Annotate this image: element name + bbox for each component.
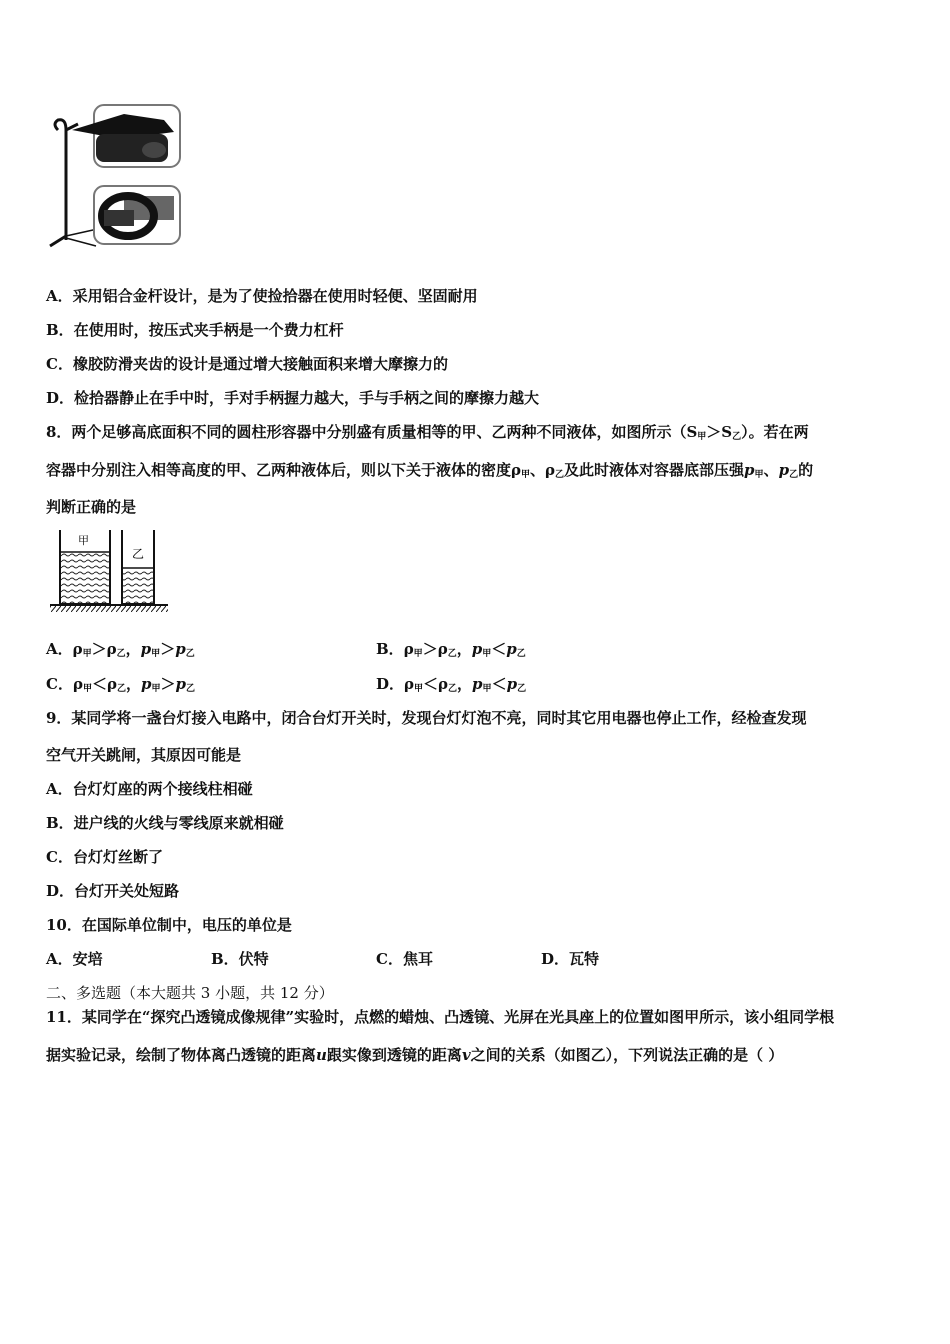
q8-stem-line3: 判断正确的是	[46, 498, 137, 516]
q11-text: 据实验记录，绘制了物体离凸透镜的距离	[46, 1046, 317, 1064]
opt-label: C．	[46, 675, 73, 693]
opt-sub: 乙	[448, 684, 458, 694]
opt-text: ＞	[91, 640, 107, 658]
q8-text: ＞S	[706, 423, 733, 441]
q11-stem-line2	[46, 1045, 783, 1065]
opt-sub: 乙	[447, 649, 457, 659]
q10-option-d: D．瓦特	[541, 950, 600, 968]
label-yi: 乙	[132, 547, 145, 561]
liquid-yi	[122, 568, 154, 604]
q8-sub: 乙	[555, 470, 565, 480]
opt-text: ，	[457, 675, 473, 693]
opt-text: ρ	[404, 675, 414, 693]
q9-stem-line2: 空气开关跳闸，其原因可能是	[46, 746, 242, 764]
opt-text: ρ	[106, 675, 117, 693]
q11-var-u: u	[316, 1046, 327, 1064]
opt-sub: 甲	[414, 684, 424, 694]
q8-option-c	[46, 674, 195, 699]
q9-option-a: A．台灯灯座的两个接线柱相碰	[46, 780, 253, 798]
q9-stem-line1: 9．某同学将一盏台灯接入电路中，闭合台灯开关时，发现台灯灯泡不亮，同时其它用电器也停止工作，经检查发现	[46, 709, 807, 727]
q10-stem: 10．在国际单位制中，电压的单位是	[46, 916, 292, 934]
q8-sub: 乙	[789, 470, 799, 480]
opt-sub: 甲	[82, 649, 92, 659]
picker-tool-figure	[44, 100, 186, 248]
opt-label: A．	[46, 640, 73, 658]
picker-handle-detail	[94, 186, 180, 244]
q7-option-b: B．在使用时，按压式夹手柄是一个费力杠杆	[46, 321, 344, 339]
opt-sub: 甲	[151, 649, 161, 659]
opt-text: p	[471, 640, 483, 658]
opt-text: ＞	[160, 675, 176, 693]
q8-option-d	[376, 674, 526, 699]
q7-option-c: C．橡胶防滑夹齿的设计是通过增大接触面积来增大摩擦力的	[46, 355, 448, 373]
q8-sub: 甲	[697, 432, 707, 442]
q9-option-b: B．进户线的火线与零线原来就相碰	[46, 814, 284, 832]
opt-text: ＜	[91, 675, 107, 693]
opt-sub: 乙	[185, 649, 195, 659]
opt-text: ，	[125, 675, 141, 693]
label-jia: 甲	[78, 535, 89, 547]
opt-text: ρ	[403, 640, 414, 658]
q9-option-c: C．台灯灯丝断了	[46, 848, 163, 866]
q11-var-v: v	[461, 1046, 471, 1064]
opt-text: ，	[456, 640, 472, 658]
liquid-jia	[60, 552, 110, 604]
q10-option-c: C．焦耳	[376, 950, 433, 968]
q8-text: 、	[530, 461, 546, 479]
opt-sub: 甲	[413, 649, 423, 659]
q8-text: p	[778, 461, 790, 479]
q11-stem-line1: 11．某同学在“探究凸透镜成像规律”实验时，点燃的蜡烛、凸透镜、光屏在光具座上的位置如图甲所示，该小组同学根	[46, 1008, 835, 1026]
q8-option-a	[46, 639, 195, 664]
q8-text: 8．两个足够高底面积不同的圆柱形容器中分别盛有质量相等的甲、乙两种不同液体，如图所示（S	[46, 423, 698, 441]
q10-option-b: B．伏特	[211, 950, 269, 968]
q10-option-a: A．安培	[46, 950, 103, 968]
opt-label: B．	[376, 640, 404, 658]
ground-hatch	[50, 606, 168, 612]
opt-sub: 乙	[116, 649, 126, 659]
opt-sub: 甲	[482, 649, 492, 659]
opt-text: ρ	[72, 675, 83, 693]
opt-text: p	[175, 675, 187, 693]
opt-label: D．	[376, 675, 405, 693]
q7-option-a: A．采用铝合金杆设计，是为了使捡拾器在使用时轻便、坚固耐用	[46, 287, 478, 305]
opt-text: p	[506, 675, 518, 693]
q7-option-d: D．检拾器静止在手中时，手对手柄握力越大，手与手柄之间的摩擦力越大	[46, 389, 540, 407]
q8-text: ρ	[545, 461, 555, 479]
opt-sub: 乙	[116, 684, 126, 694]
opt-sub: 甲	[82, 684, 92, 694]
q8-sub: 甲	[754, 470, 764, 480]
q8-text: 及此时液体对容器底部压强	[564, 461, 745, 479]
containers-figure	[46, 528, 172, 614]
q8-option-b	[376, 639, 526, 664]
q9-option-d: D．台灯开关处短路	[46, 882, 180, 900]
q8-sub: 甲	[520, 470, 530, 480]
q11-text: 跟实像到透镜的距离	[326, 1046, 462, 1064]
opt-sub: 乙	[516, 649, 526, 659]
picker-head-detail	[72, 105, 180, 167]
q8-text: 容器中分别注入相等高度的甲、乙两种液体后，则以下关于液体的密度ρ	[46, 461, 521, 479]
opt-text: ＜	[491, 640, 507, 658]
opt-text: p	[175, 640, 186, 658]
q8-text: ）。若在两	[741, 423, 809, 441]
q8-text: 、	[763, 461, 779, 479]
opt-text: ，	[125, 640, 141, 658]
opt-text: ρ	[437, 640, 448, 658]
q8-sub: 乙	[732, 432, 742, 442]
opt-text: ρ	[72, 640, 83, 658]
q8-text: 的	[798, 461, 814, 479]
opt-text: ρ	[106, 640, 117, 658]
opt-text: p	[140, 675, 152, 693]
q8-text: p	[744, 461, 755, 479]
opt-text: ＞	[160, 640, 176, 658]
opt-text: ρ	[438, 675, 449, 693]
opt-sub: 甲	[482, 684, 492, 694]
opt-text: ＜	[423, 675, 439, 693]
opt-text: p	[506, 640, 517, 658]
opt-sub: 乙	[186, 684, 196, 694]
opt-text: p	[140, 640, 152, 658]
opt-text: ＞	[422, 640, 438, 658]
opt-text: ＜	[491, 675, 507, 693]
q11-text: 之间的关系（如图乙），下列说法正确的是（ ）	[470, 1046, 784, 1064]
q8-stem-line2	[46, 460, 813, 485]
opt-text: p	[472, 675, 483, 693]
opt-sub: 甲	[151, 684, 161, 694]
opt-sub: 乙	[517, 684, 527, 694]
q8-stem-line1	[46, 422, 809, 447]
section-2-title: 二、多选题（本大题共 3 小题，共 12 分）	[46, 984, 334, 1002]
